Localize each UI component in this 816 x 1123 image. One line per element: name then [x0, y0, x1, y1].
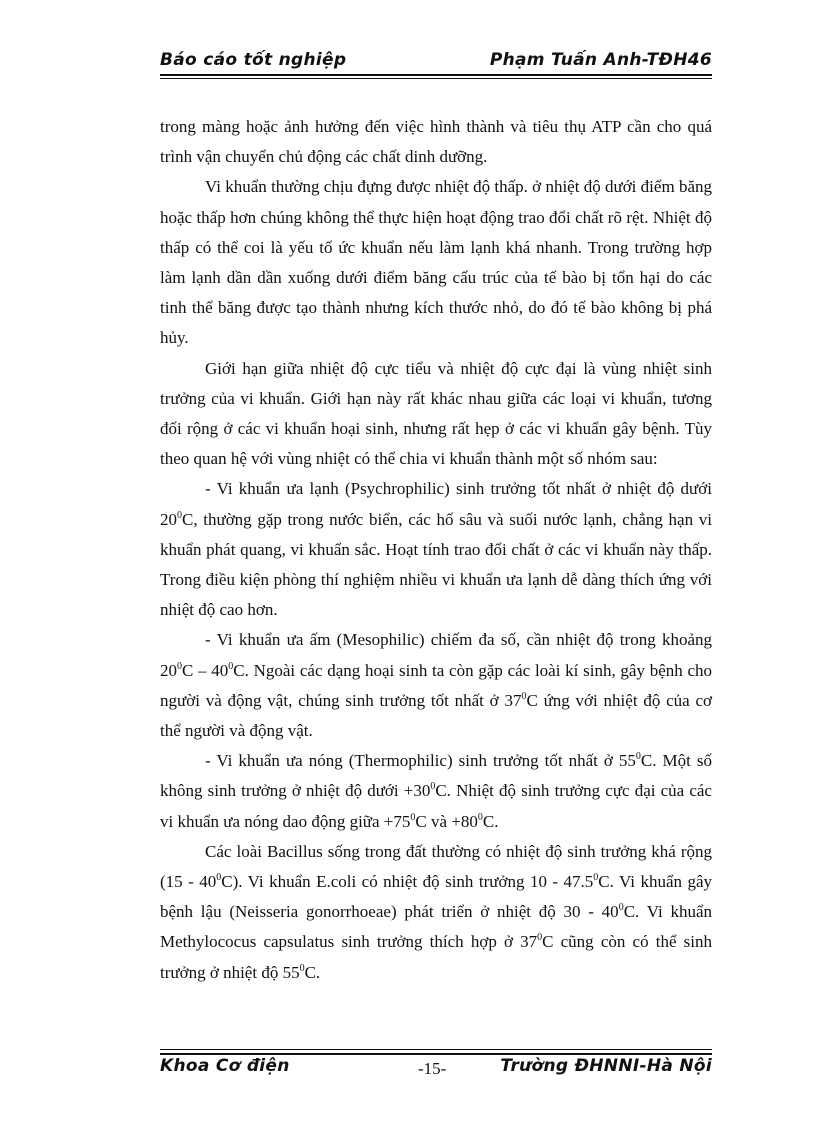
- degree-superscript: 0: [177, 660, 182, 672]
- text-run: C. Ngoài các dạng hoại sinh ta còn gặp các loài kí sinh, gây bệnh cho người và động vật, chúng sinh trưởng tốt nhất ở 37: [160, 660, 713, 710]
- paragraph-1: trong màng hoặc ảnh hưởng đến việc hình thành và tiêu thụ ATP cần cho quá trình vận chuyển chủ động các chất dinh dưỡng.: [160, 117, 712, 167]
- degree-superscript: 0: [177, 509, 182, 521]
- text-run: C cũng còn có thể sinh trưởng ở nhiệt độ 55: [160, 932, 712, 982]
- paragraph-bacillus: [160, 837, 712, 988]
- text-run: - Vi khuẩn ưa lạnh (Psychrophilic) sinh trưởng tốt nhất ở nhiệt độ dưới 20: [160, 479, 712, 529]
- page-number: -15-: [418, 1059, 447, 1078]
- degree-superscript: 0: [537, 932, 543, 944]
- text-run: C.: [482, 811, 499, 831]
- footer-university: Trường ĐHNNI-Hà Nội: [500, 1056, 712, 1076]
- header-author: Phạm Tuấn Anh-TĐH46: [489, 50, 712, 70]
- text-run: C. Một số không sinh trưởng ở nhiệt độ dưới +30: [160, 751, 713, 801]
- paragraph-mesophilic: [160, 625, 712, 746]
- text-run: C. Nhiệt độ sinh trưởng cực đại của các vi khuẩn ưa nóng dao động giữa +75: [160, 781, 712, 831]
- paragraph-2: Vi khuẩn thường chịu đựng được nhiệt độ thấp. ở nhiệt độ dưới điểm băng hoặc thấp hơn chúng không thể thực hiện hoạt động trao đổi chất rõ rệt. Nhiệt độ thấp có thể coi là yếu tố ức khuẩn nếu làm lạnh khá nhanh. Trong trường hợp làm lạnh dần dần xuống dưới điểm băng cấu trúc của tế bào bị tổn hại do các tinh thể băng được tạo thành nhưng kích thước nhỏ, do đó tế bào không bị phá hủy.: [160, 177, 712, 348]
- header-report-title: Báo cáo tốt nghiệp: [160, 50, 347, 70]
- header-rule-thin: [160, 78, 712, 79]
- text-run: C ứng với nhiệt độ của cơ thể người và động vật.: [160, 690, 713, 741]
- degree-superscript: 0: [216, 872, 222, 884]
- degree-superscript: 0: [521, 690, 527, 702]
- text-run: C). Vi khuẩn E.coli có nhiệt độ sinh trưởng 10 - 47.5: [221, 872, 594, 892]
- text-run: - Vi khuẩn ưa nóng (Thermophilic) sinh trưởng tốt nhất ở 55: [205, 751, 636, 771]
- text-run: C. Vi khuẩn gây bệnh lậu (Neisseria gonorrhoeae) phát triển ở nhiệt độ 30 - 40: [160, 872, 713, 922]
- text-run: Các loài Bacillus sống trong đất thường có nhiệt độ sinh trưởng khá rộng (15 - 40: [160, 841, 712, 892]
- footer-faculty: Khoa Cơ điện: [160, 1056, 290, 1076]
- text-run: C. Vi khuẩn Methylococus capsulatus sinh trưởng thích hợp ở 37: [160, 902, 712, 952]
- degree-superscript: 0: [477, 811, 483, 823]
- degree-superscript: 0: [618, 902, 624, 914]
- page-body: [160, 112, 712, 988]
- text-run: C, thường gặp trong nước biển, các hố sâu và suối nước lạnh, chẳng hạn vi khuẩn phát quang, vi khuẩn sắc. Hoạt tính trao đổi chất ở các vi khuẩn này thấp. Trong điều kiện phòng thí nghiệm nhiều vi khuẩn ưa lạnh dễ dàng thích ứng với nhiệt độ cao hơn.: [160, 509, 712, 620]
- text-run: C và +80: [415, 811, 478, 831]
- degree-superscript: 0: [635, 751, 641, 763]
- footer-rule-thin: [160, 1049, 712, 1050]
- text-run: C.: [304, 962, 321, 982]
- text-run: C – 40: [182, 660, 229, 680]
- degree-superscript: 0: [593, 872, 599, 884]
- degree-superscript: 0: [228, 660, 234, 672]
- page-footer: [160, 1054, 712, 1084]
- degree-superscript: 0: [410, 811, 416, 823]
- paragraph-psychrophilic: [160, 474, 712, 625]
- paragraph-thermophilic: [160, 746, 712, 837]
- page-header: [160, 48, 712, 76]
- header-rule: [160, 74, 712, 76]
- degree-superscript: 0: [299, 962, 305, 974]
- text-run: - Vi khuẩn ưa ấm (Mesophilic) chiếm đa số, cần nhiệt độ trong khoảng 20: [160, 630, 712, 680]
- paragraph-3: Giới hạn giữa nhiệt độ cực tiểu và nhiệt độ cực đại là vùng nhiệt sinh trưởng của vi khuẩn. Giới hạn này rất khác nhau giữa các loại vi khuẩn, tương đối rộng ở các vi khuẩn hoại sinh, nhưng rất hẹp ở các vi khuẩn gây bệnh. Tùy theo quan hệ với vùng nhiệt có thể chia vi khuẩn thành một số nhóm sau:: [160, 358, 712, 469]
- degree-superscript: 0: [430, 781, 436, 793]
